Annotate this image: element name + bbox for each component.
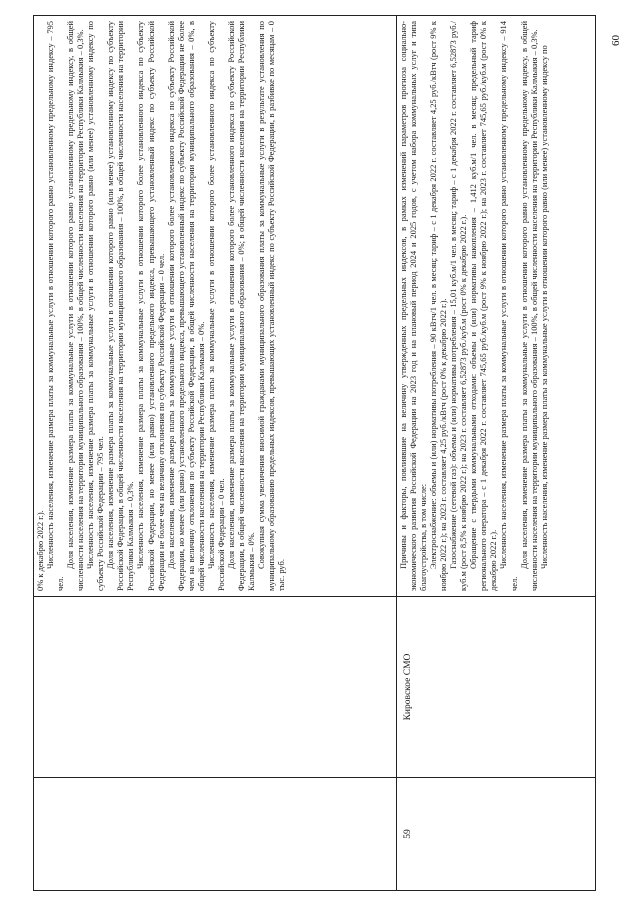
- text-paragraph: Численность населения, изменение размера платы за коммунальные услуги в отношении которого равно установленному предельному индексу – 795 чел.: [45, 21, 66, 591]
- description-cell: [397, 16, 596, 597]
- text-paragraph: Доля населения, изменение размера платы за коммунальные услуги в отношении которого более установленного индекса по субъекту Российской Федерации, в общей численности населения на территории муниципального образования – 0%; в общей численности населения на территории Республики Калмыкия – 0%.: [225, 21, 256, 591]
- text-paragraph: Совокупная сумма увеличения вносимой гражданами муниципального образования платы за коммунальные услуги в результате установления по муниципальному образованию предельных индексов, превышающих установленный индекс по субъекту Российской Федерации, в разбивке по месяцам – 0 тыс. руб.: [256, 21, 287, 591]
- text-paragraph: Доля населения, изменение размера платы за коммунальные услуги в отношении которого более установленного индекса по субъекту Российской Федерации, но менее (или равно) установленного предельного индекса, превышающего установленный индекс по субъекту Российской Федерации не более чем на величину отклонения по субъекту Российской Федерации, в общей численности населения на территории муниципального образования – 0%, в общей численности населения на территории Республики Калмыкия – 0%.: [165, 21, 206, 591]
- row-number-cell: [34, 778, 397, 891]
- row-number: 59: [403, 829, 413, 839]
- settlement-name: Кировское СМО: [403, 653, 413, 721]
- text-paragraph: Доля населения, изменение размера платы за коммунальные услуги в отношении которого равно (или менее) установленному индексу по субъекту Российской Федерации, в общей численности населения на территории муниципального образования – 100%, в общей численности населения на территории Республики Калмыкия – 0,3%.: [105, 21, 136, 591]
- description-cell: [34, 16, 397, 597]
- text-paragraph: Численность населения, изменение размера платы за коммунальные услуги в отношении которого более установленного индекса по субъекту Российской Федерации – 0 чел.: [205, 21, 226, 591]
- settlement-name-cell: [34, 597, 397, 778]
- page-number: 60: [610, 35, 622, 46]
- settlement-name-cell: [397, 597, 596, 778]
- text-paragraph: Электроснабжение: объемы и (или) нормативы потребления – 90 кВтч/1 чел. в месяц; тариф – с 1 декабря 2022 г. составляет 4,25 руб./кВтч (рост 9% к ноябрю 2022 г.); на 2023 г. составляет 4,25 руб./кВтч (рост 0% к декабрю 2022 г.).: [428, 21, 449, 591]
- text-paragraph: Численность населения, изменение размера платы за коммунальные услуги в отношении которого равно установленному предельному индексу – 914 чел.: [498, 21, 519, 591]
- text-paragraph: Численность населения, изменение размера платы за коммунальные услуги в отношении которого равно (или менее) установленному индексу по: [538, 45, 549, 569]
- text-paragraph: Обращение с твердыми коммунальными отходами: объемы и (или) нормативы накопления – 1,412 куб.м/1 чел. в месяц; предельный тариф регионального оператора – с 1 декабря 2022 г. составляет 745,65 руб./куб.м (рост 9% к ноябрю 2022 г.); на 2023 г. составляет 745,65 руб./куб.м (рост 0% к декабрю 2022 г.).: [468, 21, 499, 591]
- table-row: [397, 16, 596, 891]
- text-paragraph: Доля населения, изменение размера платы за коммунальные услуги в отношении которого равно установленному предельному индексу, в общей численности населения на территории муниципального образования – 100%, в общей численности населения на территории Республики Калмыкия – 0,3%.: [518, 21, 539, 591]
- text-paragraph: Доля населения, изменение размера платы за коммунальные услуги в отношении которого равно установленному предельному индексу, в общей численности населения на территории муниципального образования – 100%, в общей численности населения на территории Республики Калмыкия – 0,3%.: [65, 21, 86, 591]
- text-paragraph: Газоснабжение (сетевой газ): объемы и (или) нормативы потребления – 15,01 куб.м/1 чел. в месяц; тариф – с 1 декабря 2022 г. составляет 6,52873 руб./куб.м (рост 8,5% к ноябрю 2022 г.); на 2023 г. составляет 6,52873 руб./куб.м (рост 0% к декабрю 2022 г.).: [448, 21, 469, 591]
- table-row: [34, 16, 397, 891]
- text-paragraph: Численность населения, изменение размера платы за коммунальные услуги в отношении которого равно (или менее) установленному индексу по субъекту Российской Федерации – 795 чел.: [85, 21, 106, 591]
- data-table: [33, 15, 596, 891]
- row-number-cell: [397, 778, 596, 891]
- text-paragraph: 0% к декабрю 2022 г.).: [35, 510, 45, 591]
- text-paragraph: Причины и факторы, повлиявшие на величину утвержденных предельных индексов, в рамках изменений параметров прогноза социально-экономического развития Российской Федерации на 2023 год и на плановый период 2024 и 2025 годов, с учетом набора коммунальных услуг и типа благоустройства, в том числе:: [398, 21, 429, 591]
- text-paragraph: Численность населения, изменение размера платы за коммунальные услуги в отношении которого более установленного индекса по субъекту Российской Федерации, но менее (или равно) установленного предельного индекса, превышающего установленный индекс по субъекту Российской Федерации не более чем на величину отклонения по субъекту Российской Федерации – 0 чел.: [135, 21, 166, 591]
